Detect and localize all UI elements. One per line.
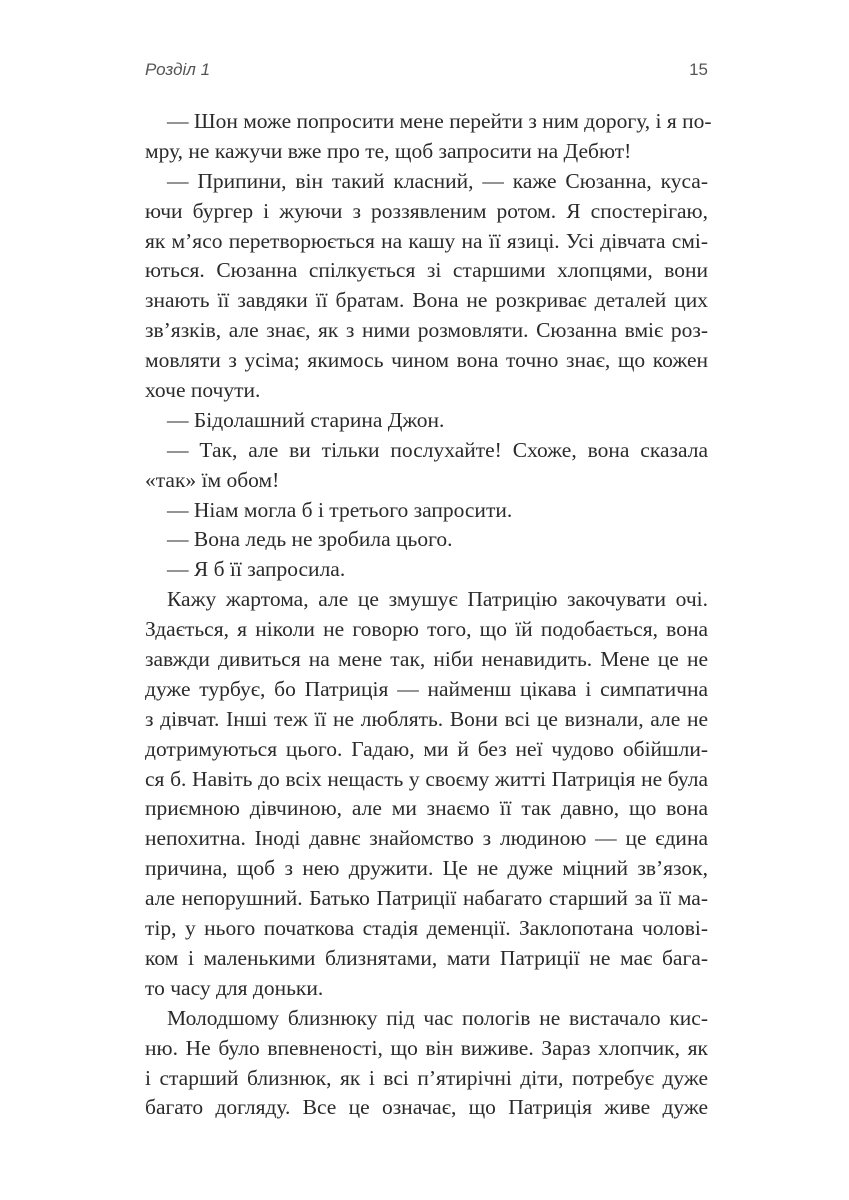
text-line: мру, не кажучи вже про те, щоб запросити на Дебют! xyxy=(145,138,632,163)
text-line: дотримуються цього. Гадаю, ми й без неї чудово обійшли- xyxy=(145,736,708,761)
text-line: непохитна. Іноді давнє знайомство з людиною — це єдина xyxy=(145,826,708,851)
text-line: зв’язків, але знає, як з ними розмовляти. Сюзанна вміє роз- xyxy=(145,318,708,343)
paragraph xyxy=(145,167,708,406)
text-line: ються. Сюзанна спілкується зі старшими хлопцями, вони xyxy=(145,258,708,283)
paragraph xyxy=(145,585,708,1003)
text-line: Здається, я ніколи не говорю того, що їй подобається, вона xyxy=(145,617,708,642)
chapter-title: Розділ 1 xyxy=(145,60,211,79)
text-line: мовляти з усіма; якимось чином вона точно знає, що кожен xyxy=(145,348,708,373)
text-line: — Шон може попросити мене перейти з ним дорогу, і я по- xyxy=(167,109,712,133)
paragraph xyxy=(145,1004,708,1124)
text-line: — Ніам могла б і третього запросити. xyxy=(167,497,513,522)
running-header xyxy=(145,60,708,84)
page-number: 15 xyxy=(689,60,708,79)
text-line: і старший близнюк, як і всі п’ятирічні діти, потребує дуже xyxy=(145,1065,708,1090)
text-line: Молодшому близнюку під час пологів не вистачало кис- xyxy=(167,1005,708,1030)
text-line: ком і маленькими близнятами, мати Патриції не має бага- xyxy=(145,945,708,970)
text-line: з дівчат. Інші теж її не люблять. Вони всі це визнали, але не xyxy=(145,706,708,731)
paragraph xyxy=(145,436,708,496)
text-line: хоче почути. xyxy=(145,378,261,403)
text-line: «так» їм обом! xyxy=(145,467,280,492)
text-line: — Вона ледь не зробила цього. xyxy=(167,527,453,552)
text-line: як м’ясо перетворюється на кашу на її язиці. Усі дівчата смі- xyxy=(145,228,708,253)
paragraph xyxy=(145,406,708,436)
text-line: але непорушний. Батько Патриції набагато старший за її ма- xyxy=(145,886,708,911)
text-line: приємною дівчиною, але ми знаємо її так давно, що вона xyxy=(145,796,708,821)
text-line: то часу для доньки. xyxy=(145,975,324,1000)
paragraph xyxy=(145,555,708,585)
text-line: ючи бургер і жуючи з роззявленим ротом. Я спостерігаю, xyxy=(145,198,708,223)
page-body-text xyxy=(145,107,712,1123)
text-line: — Так, але ви тільки послухайте! Схоже, вона сказала xyxy=(167,437,708,462)
text-line: завжди дивиться на мене так, ніби ненавидить. Мене це не xyxy=(145,647,708,672)
text-line: — Бідолашний старина Джон. xyxy=(167,407,445,432)
text-line: дуже турбує, бо Патриція — найменш цікава і симпатична xyxy=(145,676,708,701)
text-line: багато догляду. Все це означає, що Патриція живе дуже xyxy=(145,1095,708,1120)
paragraph xyxy=(145,107,712,167)
text-line: ся б. Навіть до всіх нещасть у своєму житті Патриція не була xyxy=(145,766,708,791)
text-line: Кажу жартома, але це змушує Патрицію закочувати очі. xyxy=(167,587,708,612)
paragraph xyxy=(145,525,708,555)
text-line: ню. Не було впевненості, що він виживе. Зараз хлопчик, як xyxy=(145,1035,708,1060)
text-line: тір, у нього початкова стадія деменції. Заклопотана чолові- xyxy=(145,916,708,941)
text-line: знають її завдяки її братам. Вона не розкриває деталей цих xyxy=(145,288,708,313)
text-line: — Припини, він такий класний, — каже Сюзанна, куса- xyxy=(167,168,708,193)
text-line: — Я б її запросила. xyxy=(167,557,346,582)
paragraph xyxy=(145,496,708,526)
text-line: причина, щоб з нею дружити. Це не дуже міцний зв’язок, xyxy=(145,856,708,881)
